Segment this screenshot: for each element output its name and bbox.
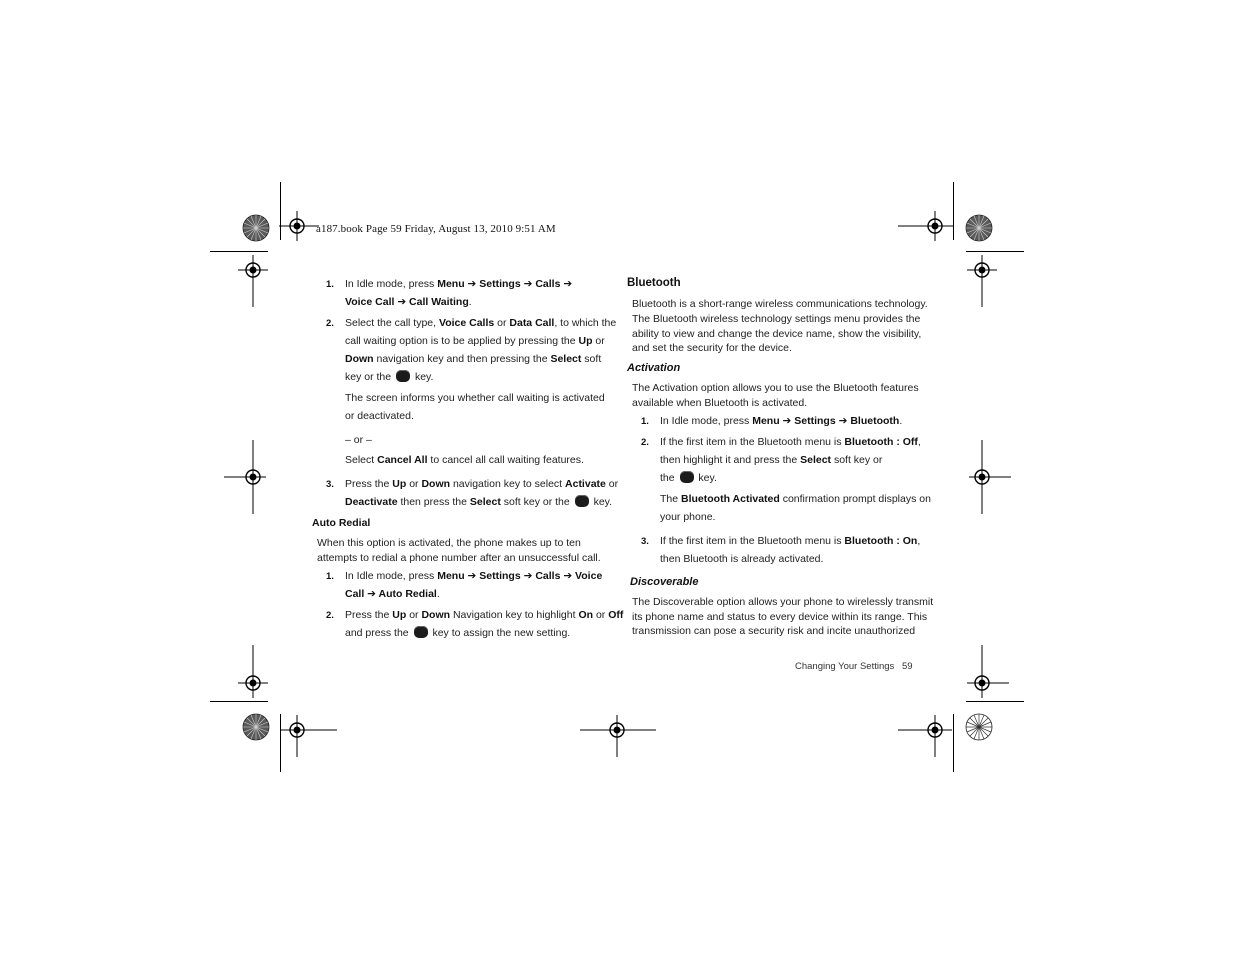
end-key-icon: [575, 495, 589, 507]
step-text: If the first item in the Bluetooth menu is Bluetooth : Off,: [660, 436, 921, 448]
paragraph: available when Bluetooth is activated.: [632, 397, 808, 409]
paragraph: Bluetooth is a short-range wireless communications technology.: [632, 298, 928, 310]
step-number: 2.: [326, 610, 334, 621]
crop-line: [210, 251, 268, 252]
section-heading-auto-redial: Auto Redial: [312, 517, 371, 529]
step-text: call waiting option is to be applied by pressing the Up or: [345, 335, 605, 347]
registration-mark-icon: [238, 255, 268, 307]
registration-mark-icon: [238, 645, 268, 698]
step-text: Deactivate then press the Select soft key or the key.: [345, 496, 613, 508]
step-text: If the first item in the Bluetooth menu is Bluetooth : On,: [660, 535, 921, 547]
page-number: 59: [902, 661, 913, 672]
step-text: Select the call type, Voice Calls or Data Call, to which the: [345, 317, 617, 329]
subheading-discoverable: Discoverable: [630, 576, 699, 588]
step-text: Press the Up or Down Navigation key to highlight On or Off: [345, 609, 624, 621]
step-text: Call ➔ Auto Redial.: [345, 588, 440, 600]
end-key-icon: [396, 370, 410, 382]
crop-line: [966, 251, 1024, 252]
registration-mark-icon: [967, 255, 997, 307]
paragraph: attempts to redial a phone number after an unsuccessful call.: [317, 552, 601, 564]
step-text: Down navigation key and then pressing the Select soft: [345, 353, 602, 365]
step-text: then highlight it and press the Select soft key or: [660, 454, 883, 466]
step-text: In Idle mode, press Menu ➔ Settings ➔ Calls ➔ Voice: [345, 570, 603, 582]
step-text: Voice Call ➔ Call Waiting.: [345, 296, 472, 308]
step-text: Press the Up or Down navigation key to select Activate or: [345, 478, 619, 490]
crop-line: [210, 701, 268, 702]
step-note: The screen informs you whether call waiting is activated: [345, 392, 605, 404]
paragraph: ability to view and change the device name, show the visibility,: [632, 328, 922, 340]
step-note: The Bluetooth Activated confirmation prompt displays on: [660, 493, 931, 505]
crop-line: [966, 701, 1024, 702]
step-number: 1.: [641, 416, 649, 427]
paragraph: When this option is activated, the phone makes up to ten: [317, 537, 581, 549]
starburst-target-icon: [965, 713, 993, 741]
step-number: 2.: [326, 318, 334, 329]
step-number: 2.: [641, 437, 649, 448]
step-text: In Idle mode, press Menu ➔ Settings ➔ Bluetooth.: [660, 415, 903, 427]
or-separator: – or –: [345, 434, 372, 446]
paragraph: The Activation option allows you to use the Bluetooth features: [632, 382, 919, 394]
step-note: your phone.: [660, 511, 716, 523]
step-note: or deactivated.: [345, 410, 414, 422]
step-note: Select Cancel All to cancel all call waiting features.: [345, 454, 584, 466]
starburst-target-icon: [965, 214, 993, 242]
step-number: 1.: [326, 279, 334, 290]
paragraph: transmission can pose a security risk and incite unauthorized: [632, 625, 916, 637]
step-text: key or the key.: [345, 371, 434, 383]
subheading-activation: Activation: [627, 362, 681, 374]
registration-mark-icon: [580, 715, 656, 757]
starburst-target-icon: [242, 214, 270, 242]
paragraph: and set the security for the device.: [632, 342, 792, 354]
end-key-icon: [680, 471, 694, 483]
registration-mark-icon: [953, 440, 1011, 514]
footer-section-title: Changing Your Settings: [795, 661, 895, 672]
step-text: then Bluetooth is already activated.: [660, 553, 824, 565]
section-heading-bluetooth: Bluetooth: [627, 277, 681, 289]
step-number: 1.: [326, 571, 334, 582]
paragraph: its phone name and status to every device within its range. This: [632, 611, 928, 623]
registration-mark-icon: [279, 211, 319, 241]
book-header: a187.book Page 59 Friday, August 13, 2010 9:51 AM: [316, 223, 556, 235]
registration-mark-icon: [967, 645, 1009, 698]
registration-mark-icon: [898, 211, 954, 241]
paragraph: The Bluetooth wireless technology settings menu provides the: [632, 313, 921, 325]
step-number: 3.: [326, 479, 334, 490]
end-key-icon: [414, 626, 428, 638]
paragraph: The Discoverable option allows your phone to wirelessly transmit: [632, 596, 934, 608]
crop-line: [953, 714, 954, 772]
step-text: and press the key to assign the new setting.: [345, 627, 571, 639]
step-number: 3.: [641, 536, 649, 547]
starburst-target-icon: [242, 713, 270, 741]
registration-mark-icon: [898, 715, 952, 757]
registration-mark-icon: [224, 440, 282, 514]
registration-mark-icon: [281, 715, 337, 757]
step-text: In Idle mode, press Menu ➔ Settings ➔ Calls ➔: [345, 278, 573, 290]
step-text: the key.: [660, 472, 717, 484]
